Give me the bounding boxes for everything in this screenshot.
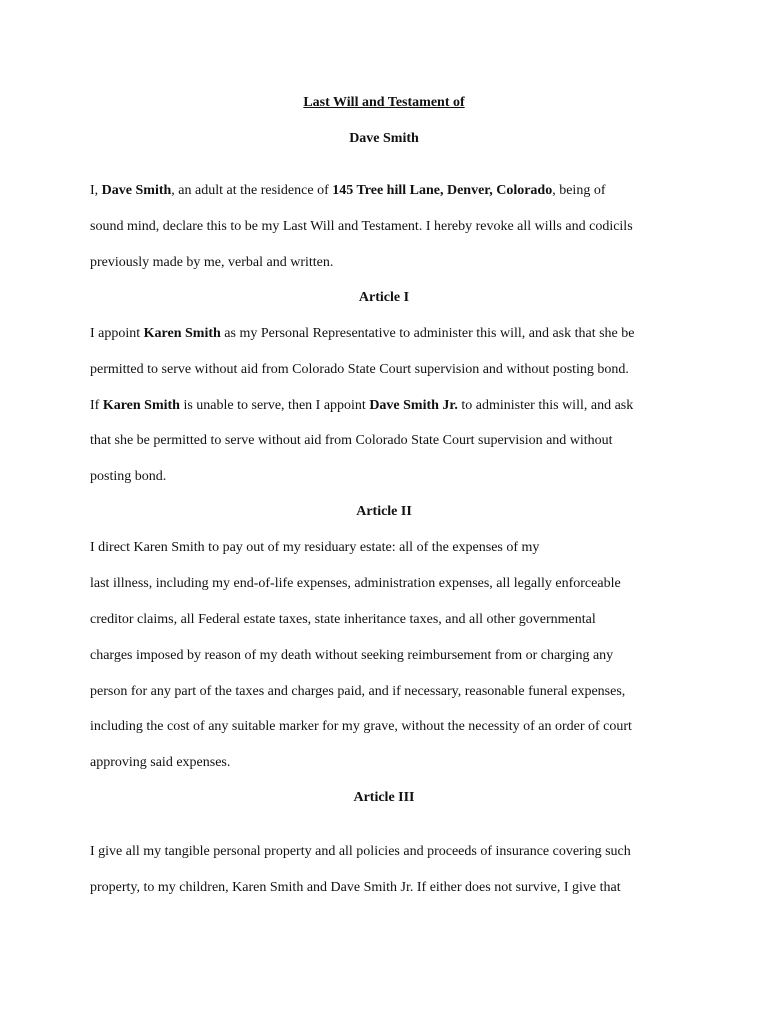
article-1-line-2: permitted to serve without aid from Colorado State Court supervision and without posting bond. — [90, 362, 629, 377]
document-title: Last Will and Testament of — [303, 95, 465, 110]
article-2-line: last illness, including my end-of-life expenses, administration expenses, all legally enforceable — [90, 576, 621, 591]
article-2-line: creditor claims, all Federal estate taxes, state inheritance taxes, and all other governmental — [90, 612, 596, 627]
article-2-line: person for any part of the taxes and charges paid, and if necessary, reasonable funeral expenses, — [90, 684, 626, 699]
intro-line-1: I, Dave Smith, an adult at the residence of 145 Tree hill Lane, Denver, Colorado, being of — [90, 183, 606, 198]
article-1-line-3: If Karen Smith is unable to serve, then I appoint Dave Smith Jr. to administer this will, and ask — [90, 398, 634, 413]
article-2-heading: Article II — [356, 504, 412, 519]
alternate-representative-name: Dave Smith Jr. — [369, 398, 458, 413]
intro-line-2: sound mind, declare this to be my Last Will and Testament. I hereby revoke all wills and codicils — [90, 219, 633, 234]
representative-name-2: Karen Smith — [102, 398, 180, 413]
article-1-line-1: I appoint Karen Smith as my Personal Representative to administer this will, and ask that she be — [90, 326, 635, 341]
article-1-heading: Article I — [358, 290, 410, 305]
article-2-line: approving said expenses. — [90, 755, 231, 770]
article-3-line: property, to my children, Karen Smith and Dave Smith Jr. If either does not survive, I give that — [90, 880, 621, 895]
article-2-line: including the cost of any suitable marker for my grave, without the necessity of an order of court — [90, 719, 632, 734]
testator-name-inline: Dave Smith — [101, 183, 172, 198]
article-3-heading: Article III — [353, 790, 415, 805]
article-1-line-5: posting bond. — [90, 469, 167, 484]
testator-name: Dave Smith — [349, 131, 419, 146]
representative-name: Karen Smith — [143, 326, 221, 341]
intro-line-3: previously made by me, verbal and written. — [90, 255, 334, 270]
article-2-line: I direct Karen Smith to pay out of my residuary estate: all of the expenses of my — [90, 540, 540, 555]
article-3-line: I give all my tangible personal property and all policies and proceeds of insurance covering such — [90, 844, 631, 859]
article-1-line-4: that she be permitted to serve without aid from Colorado State Court supervision and without — [90, 433, 613, 448]
residence-address: 145 Tree hill Lane, Denver, Colorado — [332, 183, 553, 198]
article-2-line: charges imposed by reason of my death without seeking reimbursement from or charging any — [90, 648, 614, 663]
